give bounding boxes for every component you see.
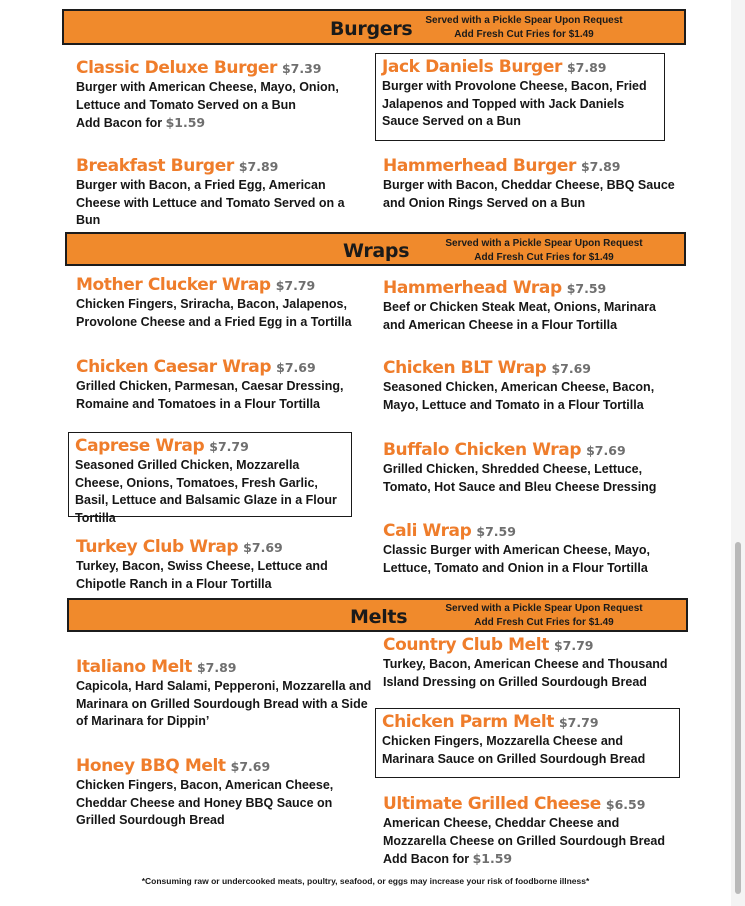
item-price: $7.89: [196, 660, 237, 675]
item-name: Chicken Parm Melt: [382, 712, 554, 732]
wraps-note-line1: Served with a Pickle Spear Upon Request: [445, 238, 643, 249]
wraps-section-banner: [65, 232, 686, 266]
menu-item-chicken-blt-wrap: [383, 358, 675, 414]
menu-item-chicken-parm-melt: [375, 708, 680, 778]
footer-disclaimer: *Consuming raw or undercooked meats, poultry, seafood, or eggs may increase your risk of foodborne illness*: [141, 876, 590, 886]
item-description: Grilled Chicken, Parmesan, Caesar Dressing, Romaine and Tomatoes in a Flour Tortilla: [76, 379, 344, 411]
item-price: $7.69: [551, 361, 591, 376]
item-name: Italiano Melt: [76, 657, 192, 677]
burgers-section-title: Burgers: [330, 18, 413, 40]
item-price: $7.89: [238, 159, 279, 174]
menu-item-honey-bbq-melt: [76, 756, 372, 830]
item-description: Seasoned Grilled Chicken, Mozzarella Cheese, Onions, Tomatoes, Fresh Garlic, Basil, Lettuce and Balsamic Glaze in a Flour Tortilla: [75, 458, 337, 525]
item-name: Chicken Caesar Wrap: [76, 357, 272, 377]
item-price: $7.59: [476, 524, 516, 539]
menu-item-buffalo-chicken-wrap: [383, 440, 675, 496]
item-description: Seasoned Chicken, American Cheese, Bacon, Mayo, Lettuce and Tomato in a Flour Tortilla: [383, 380, 655, 412]
item-price: $6.59: [605, 797, 646, 812]
item-price: $7.89: [566, 60, 607, 75]
menu-item-hammerhead-wrap: [383, 278, 675, 334]
item-name: Classic Deluxe Burger: [76, 58, 277, 78]
item-price: $7.79: [558, 715, 599, 730]
item-name: Hammerhead Burger: [383, 156, 576, 176]
item-name: Caprese Wrap: [75, 436, 205, 456]
menu-item-classic-deluxe-burger: [76, 58, 372, 133]
item-description: Burger with Provolone Cheese, Bacon, Fried Jalapenos and Topped with Jack Daniels Sauce Served on a Bun: [382, 79, 647, 128]
item-name: Chicken BLT Wrap: [383, 358, 547, 378]
item-name: Mother Clucker Wrap: [76, 275, 271, 295]
melts-section-title: Melts: [350, 606, 408, 628]
item-addon-price: $1.59: [165, 115, 206, 130]
item-name: Turkey Club Wrap: [76, 537, 239, 557]
item-name: Country Club Melt: [383, 635, 549, 655]
item-description: Classic Burger with American Cheese, Mayo, Lettuce, Tomato and Onion in a Flour Tortilla: [383, 543, 650, 575]
item-description: Chicken Fingers, Sriracha, Bacon, Jalapenos, Provolone Cheese and a Fried Egg in a Tortilla: [76, 297, 352, 329]
item-name: Honey BBQ Melt: [76, 756, 226, 776]
item-description: Chicken Fingers, Mozzarella Cheese and Marinara Sauce on Grilled Sourdough Bread: [382, 734, 646, 766]
melts-note-line1: Served with a Pickle Spear Upon Request: [445, 603, 643, 614]
item-name: Ultimate Grilled Cheese: [383, 794, 601, 814]
item-name: Jack Daniels Burger: [382, 57, 562, 77]
item-description: [383, 815, 675, 869]
item-description-text: American Cheese, Cheddar Cheese and Mozzarella Cheese on Grilled Sourdough Bread: [383, 816, 665, 848]
item-price: $7.89: [580, 159, 621, 174]
item-description: Turkey, Bacon, Swiss Cheese, Lettuce and Chipotle Ranch in a Flour Tortilla: [76, 559, 328, 591]
burgers-note-line1: Served with a Pickle Spear Upon Request: [425, 15, 623, 26]
item-description: Chicken Fingers, Bacon, American Cheese, Cheddar Cheese and Honey BBQ Sauce on Grilled Sourdough Bread: [76, 778, 334, 827]
burgers-section-banner: [62, 9, 686, 45]
item-description: Grilled Chicken, Shredded Cheese, Lettuce, Tomato, Hot Sauce and Bleu Cheese Dressing: [383, 462, 657, 494]
menu-item-country-club-melt: [383, 635, 675, 691]
item-price: $7.79: [553, 638, 594, 653]
item-addon-label: Add Bacon for: [383, 852, 470, 866]
item-description-text: Burger with American Cheese, Mayo, Onion, Lettuce and Tomato Served on a Bun: [76, 80, 339, 112]
item-price: $7.69: [243, 540, 283, 555]
item-name: Breakfast Burger: [76, 156, 234, 176]
item-price: $7.79: [275, 278, 316, 293]
burgers-section-note: [409, 14, 639, 42]
menu-item-mother-clucker-wrap: [76, 275, 372, 331]
melts-note-line2: Add Fresh Cut Fries for $1.49: [474, 617, 614, 628]
menu-item-italiano-melt: [76, 657, 372, 731]
burgers-note-line2: Add Fresh Cut Fries for $1.49: [454, 29, 594, 40]
item-price: $7.69: [276, 360, 316, 375]
item-addon-label: Add Bacon for: [76, 116, 163, 130]
item-name: Cali Wrap: [383, 521, 472, 541]
menu-item-chicken-caesar-wrap: [76, 357, 372, 413]
menu-item-turkey-club-wrap: [76, 537, 372, 593]
item-description: Capicola, Hard Salami, Pepperoni, Mozzarella and Marinara on Grilled Sourdough Bread with a Side of Marinara for Dippin’: [76, 679, 372, 728]
item-description: Turkey, Bacon, American Cheese and Thousand Island Dressing on Grilled Sourdough Bread: [383, 657, 668, 689]
melts-section-note: [429, 602, 659, 630]
item-price: $7.69: [586, 443, 626, 458]
menu-item-ultimate-grilled-cheese: [383, 794, 675, 869]
item-name: Buffalo Chicken Wrap: [383, 440, 582, 460]
wraps-section-note: [429, 237, 659, 265]
wraps-note-line2: Add Fresh Cut Fries for $1.49: [474, 252, 614, 263]
menu-item-caprese-wrap: [68, 432, 352, 525]
menu-item-jack-daniels-burger: [375, 53, 665, 141]
item-price: $7.39: [281, 61, 322, 76]
item-description: Burger with Bacon, a Fried Egg, American Cheese with Lettuce and Tomato Served on a Bun: [76, 178, 345, 227]
item-description: Burger with Bacon, Cheddar Cheese, BBQ Sauce and Onion Rings Served on a Bun: [383, 178, 675, 210]
menu-item-cali-wrap: [383, 521, 675, 577]
item-price: $7.69: [230, 759, 271, 774]
item-price: $7.59: [566, 281, 607, 296]
menu-item-hammerhead-burger: [383, 156, 675, 212]
item-name: Hammerhead Wrap: [383, 278, 562, 298]
melts-section-banner: [67, 598, 688, 632]
item-description: Beef or Chicken Steak Meat, Onions, Marinara and American Cheese in a Flour Tortilla: [383, 300, 656, 332]
wraps-section-title: Wraps: [343, 240, 410, 262]
scrollbar-thumb[interactable]: [735, 542, 741, 894]
item-price: $7.79: [209, 439, 249, 454]
item-addon-price: $1.59: [472, 851, 513, 866]
item-description: [76, 79, 372, 133]
menu-item-breakfast-burger: [76, 156, 372, 230]
